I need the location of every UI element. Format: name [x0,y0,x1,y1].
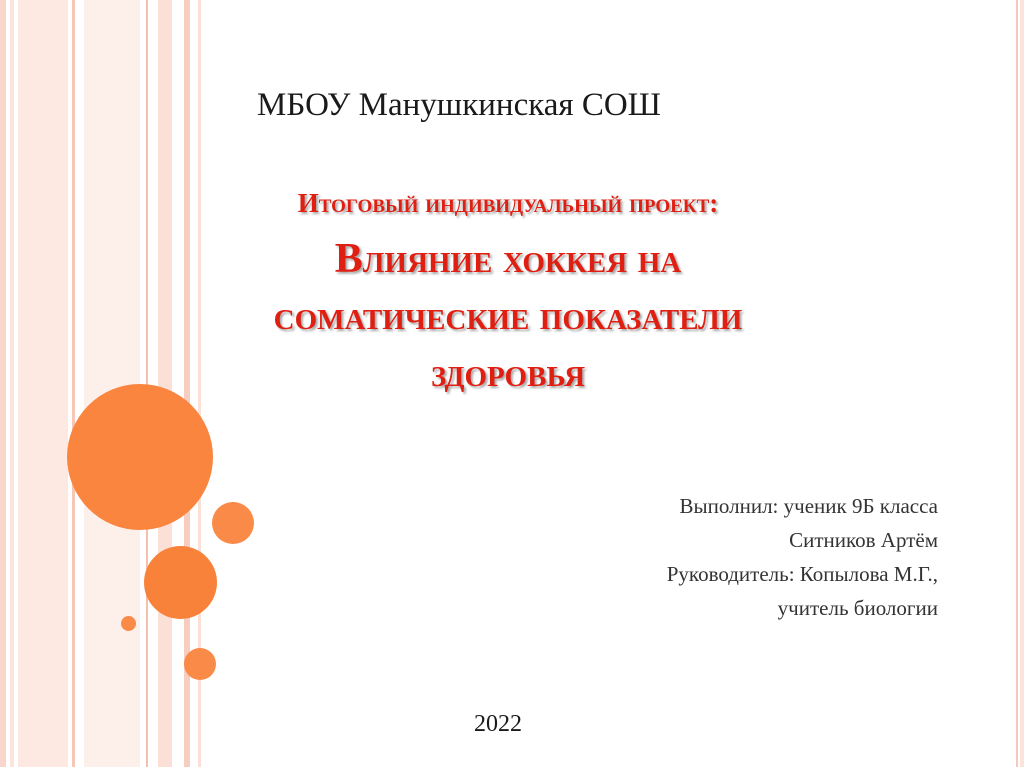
decorative-circle-large [67,384,213,530]
author-name: Ситников Артём [789,528,938,552]
year: 2022 [474,711,522,737]
decorative-stripe-right [1016,0,1018,767]
title-block [200,190,816,402]
decorative-circle-tiny [184,648,216,680]
project-heading: Итоговый индивидуальный проект: [297,188,719,218]
decorative-stripe [0,0,6,767]
supervisor-role: учитель биологии [777,596,938,620]
decorative-circle-dot [121,616,136,631]
project-title-line: Влияние хоккея на [334,236,682,282]
decorative-stripe [18,0,68,767]
credits [667,489,938,625]
decorative-stripe [158,0,172,767]
supervisor-line: Руководитель: Копылова М.Г., [666,562,938,586]
decorative-stripe [10,0,14,767]
school-name: МБОУ Манушкинская СОШ [257,87,661,123]
decorative-circle-small [212,502,254,544]
author-line: Выполнил: ученик 9Б класса [679,494,938,518]
decorative-stripe-right [1020,0,1024,767]
decorative-stripe [72,0,75,767]
decorative-circle-medium [144,546,217,619]
project-title-line: здоровья [430,350,586,396]
project-title [200,231,816,402]
project-title-line: соматические показатели [273,293,743,339]
